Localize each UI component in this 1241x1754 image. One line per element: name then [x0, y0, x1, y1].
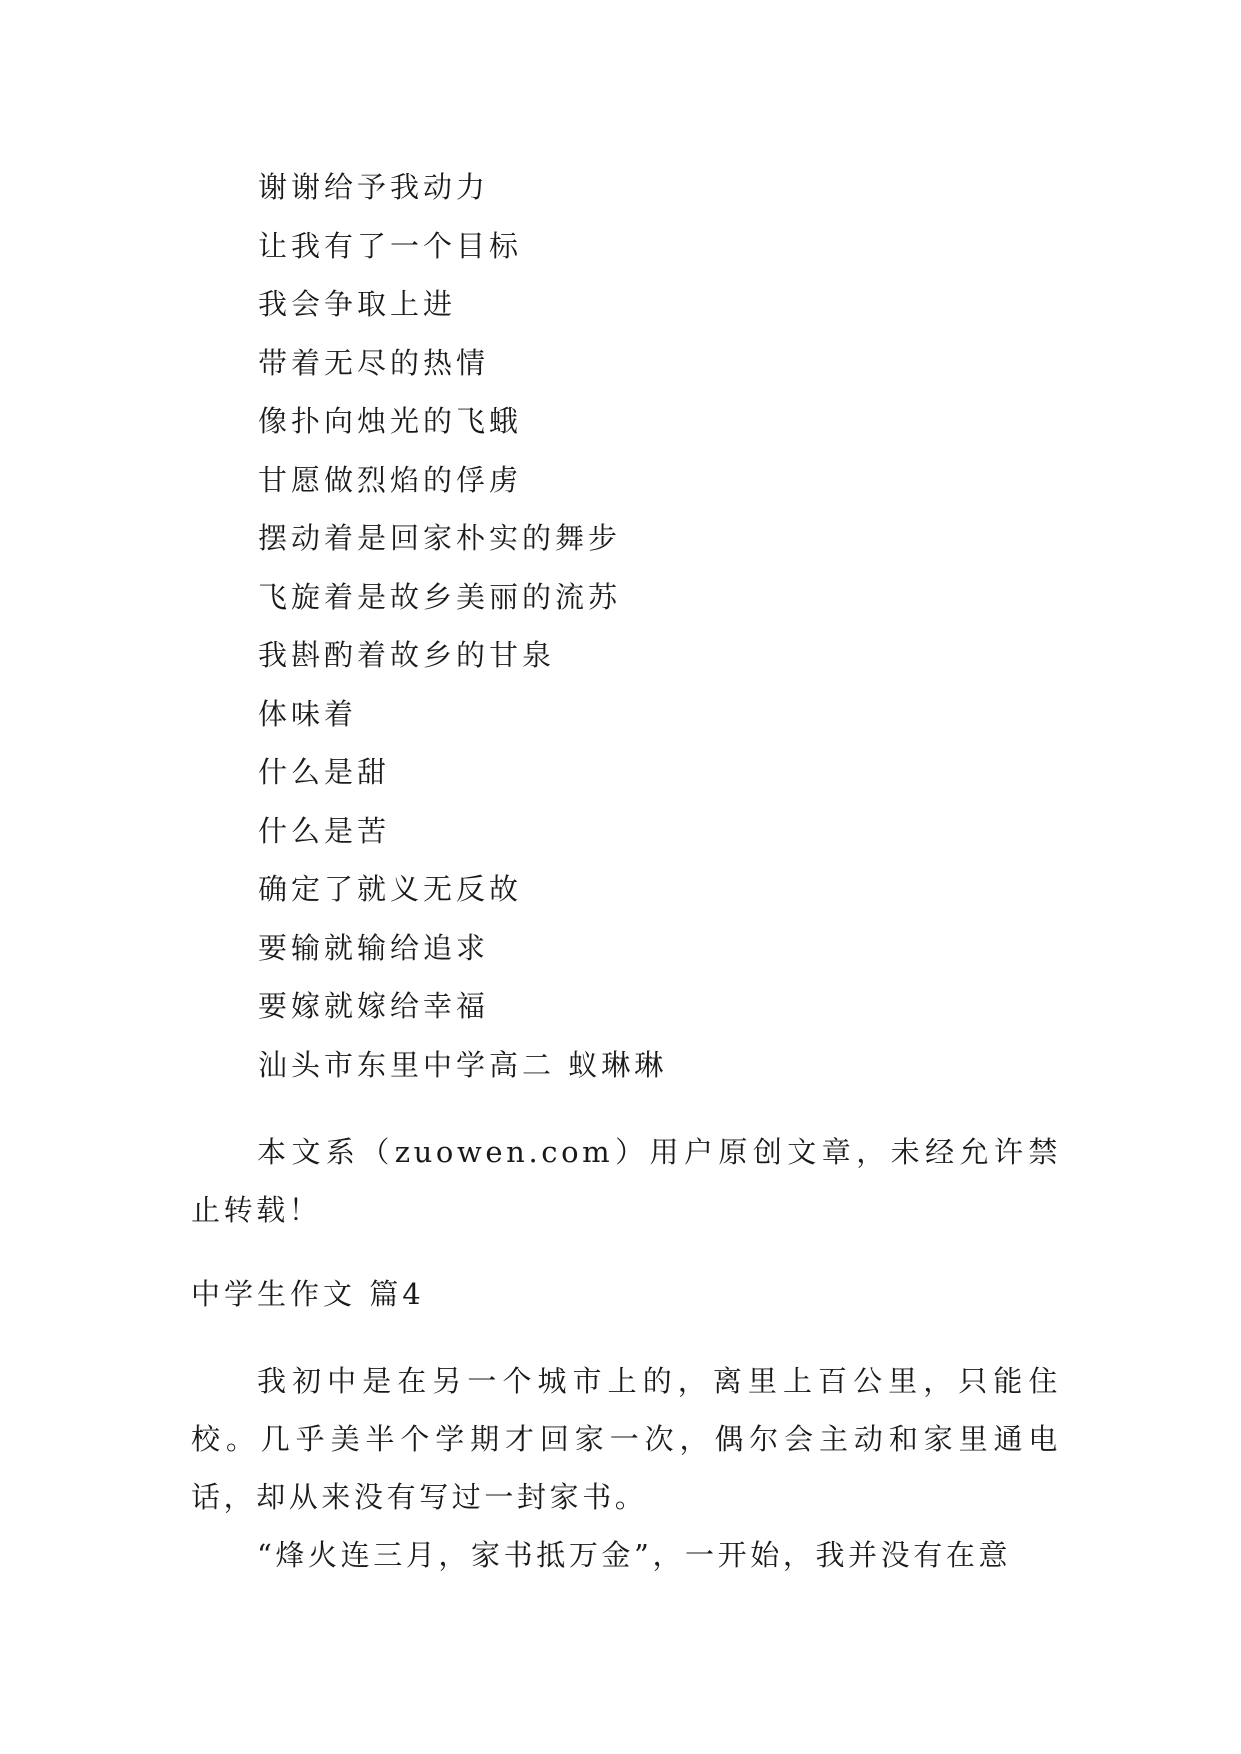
poem-line: 像扑向烛光的飞蛾	[258, 404, 523, 438]
poem-line: 体味着	[258, 696, 358, 731]
poem-block	[258, 158, 1078, 1094]
body-paragraph: 我初中是在另一个城市上的，离里上百公里，只能住校。几乎美半个学期才回家一次，偶尔会主动和家里通电话，却从来没有写过一封家书。	[191, 1364, 1061, 1514]
poem-line: 摆动着是回家朴实的舞步	[258, 521, 622, 555]
section-heading: 中学生作文 篇4	[191, 1277, 425, 1311]
poem-line: 甘愿做烈焰的俘虏	[258, 462, 523, 497]
poem-line: 要输就输给追求	[258, 930, 490, 965]
poem-line: 谢谢给予我动力	[258, 170, 490, 204]
poem-line: 要嫁就嫁给幸福	[258, 989, 490, 1023]
author-signature: 汕头市东里中学高二 蚁琳琳	[258, 1047, 668, 1082]
poem-line: 让我有了一个目标	[258, 228, 523, 263]
poem-line: 确定了就义无反故	[258, 872, 523, 906]
poem-line: 飞旋着是故乡美丽的流苏	[258, 579, 622, 614]
body-paragraph: “烽火连三月，家书抵万金”，一开始，我并没有在意	[257, 1538, 1012, 1572]
poem-line: 什么是苦	[258, 813, 391, 848]
poem-line: 我会争取上进	[258, 287, 457, 321]
poem-line: 什么是甜	[258, 755, 391, 789]
poem-line: 带着无尽的热情	[258, 345, 490, 380]
copyright-notice: 本文系（zuowen.com）用户原创文章，未经允许禁止转载！	[191, 1135, 1061, 1227]
poem-line: 我斟酌着故乡的甘泉	[258, 638, 556, 672]
